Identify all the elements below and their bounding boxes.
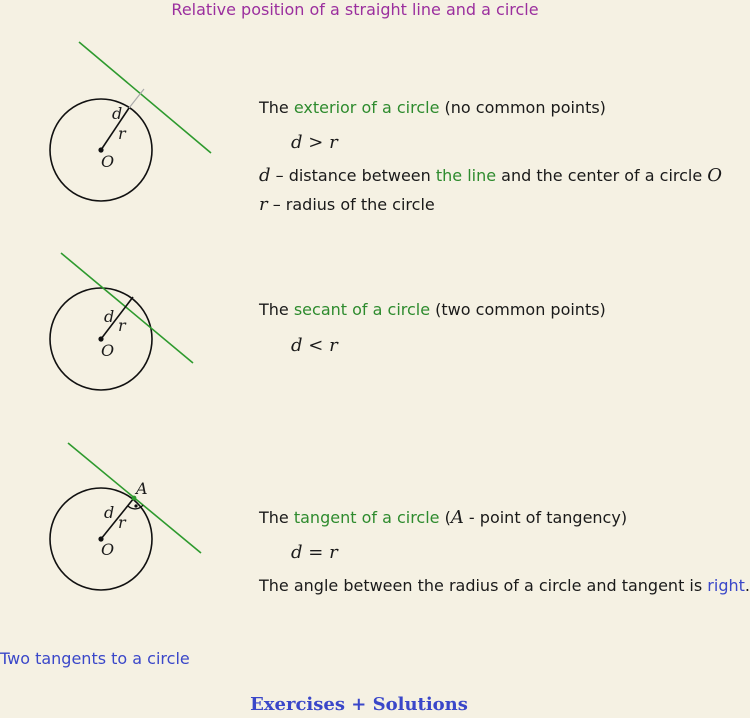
case3-formula bbox=[291, 542, 338, 563]
def-d-text-1: – distance between bbox=[270, 166, 436, 185]
case3-heading bbox=[259, 508, 627, 528]
page-title: Relative position of a straight line and a circle bbox=[171, 0, 539, 19]
case1-formula bbox=[291, 132, 338, 153]
case2-formula-op: < bbox=[302, 335, 330, 356]
case1-formula-right: r bbox=[329, 132, 338, 153]
def-r-symbol: r bbox=[259, 194, 268, 215]
def-d-highlight: the line bbox=[435, 166, 497, 185]
diagram-secant bbox=[50, 253, 193, 390]
def-d-symbol: d bbox=[259, 165, 271, 186]
angle-right-link[interactable]: right bbox=[707, 576, 745, 595]
case2-post: (two common points) bbox=[430, 300, 606, 319]
case3-point: A bbox=[450, 507, 464, 528]
def-d-center: O bbox=[707, 165, 723, 186]
exercises-solutions-link[interactable]: Exercises + Solutions bbox=[250, 694, 468, 715]
label-o-1: O bbox=[101, 152, 115, 171]
case2-formula-right: r bbox=[329, 335, 338, 356]
line-1 bbox=[79, 42, 211, 153]
label-d-1: d bbox=[112, 104, 123, 123]
right-angle-dot bbox=[134, 504, 137, 507]
definition-r bbox=[259, 195, 435, 215]
case2-formula bbox=[291, 335, 338, 356]
diagram-exterior bbox=[50, 42, 211, 201]
case2-pre: The bbox=[259, 300, 294, 319]
case3-formula-left: d bbox=[291, 542, 303, 563]
case2-highlight: secant of a circle bbox=[293, 300, 431, 319]
exercises-container bbox=[0, 694, 718, 715]
label-d-3: d bbox=[104, 503, 115, 522]
label-r-3: r bbox=[118, 513, 126, 532]
case3-formula-op: = bbox=[302, 542, 330, 563]
diagram-tangent bbox=[50, 443, 201, 590]
angle-text: The angle between the radius of a circle and tangent is bbox=[259, 576, 708, 595]
line-2 bbox=[61, 253, 193, 363]
label-r-1: r bbox=[118, 124, 126, 143]
label-r-2: r bbox=[118, 316, 126, 335]
def-r-text: – radius of the circle bbox=[267, 195, 435, 214]
two-tangents-link[interactable]: Two tangents to a circle bbox=[0, 649, 190, 668]
case1-pre: The bbox=[259, 98, 294, 117]
definition-d bbox=[259, 166, 722, 186]
case1-formula-left: d bbox=[291, 132, 303, 153]
case1-post: (no common points) bbox=[439, 98, 606, 117]
case3-post-1: ( bbox=[439, 508, 451, 527]
distance-extension-1 bbox=[129, 89, 144, 108]
label-d-2: d bbox=[104, 307, 115, 326]
case1-heading bbox=[259, 98, 606, 118]
case3-highlight: tangent of a circle bbox=[293, 508, 440, 527]
angle-statement bbox=[259, 576, 750, 596]
case2-heading bbox=[259, 300, 606, 320]
case3-pre: The bbox=[259, 508, 294, 527]
case3-post-2: - point of tangency) bbox=[463, 508, 628, 527]
label-o-2: O bbox=[101, 341, 115, 360]
label-a: A bbox=[136, 479, 148, 498]
def-d-text-2: and the center of a circle bbox=[496, 166, 708, 185]
case1-highlight: exterior of a circle bbox=[293, 98, 440, 117]
label-o-3: O bbox=[101, 540, 115, 559]
angle-end: . bbox=[744, 576, 750, 595]
case3-formula-right: r bbox=[329, 542, 338, 563]
case1-formula-op: > bbox=[302, 132, 330, 153]
case2-formula-left: d bbox=[291, 335, 303, 356]
